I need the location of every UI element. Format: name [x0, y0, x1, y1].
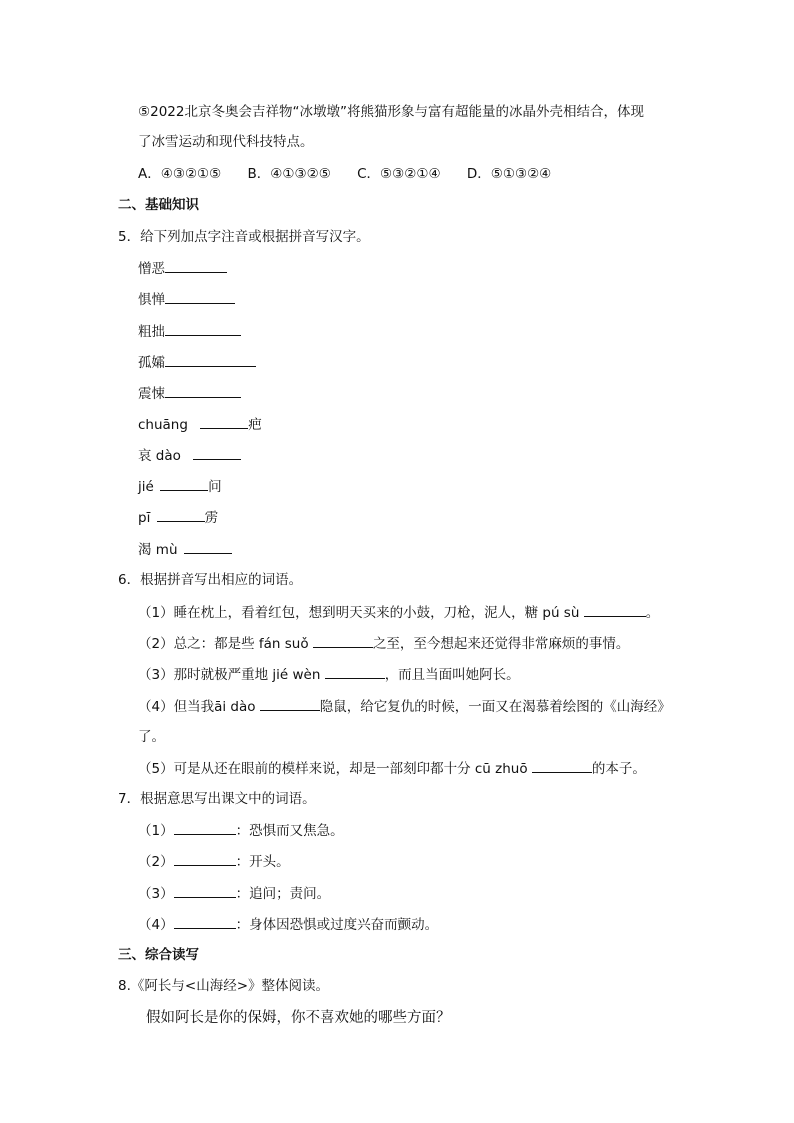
q6-sentence-5: [138, 758, 646, 779]
q5-item-8-suffix: 问: [208, 479, 222, 495]
section-title-reading-writing: 三、综合读写: [118, 947, 199, 963]
q5-item-2-word: 惧惮: [138, 292, 165, 308]
q4-item5-line2: 了冰雪运动和现代科技特点。: [138, 134, 314, 150]
q6-sentence-4-cont: 了。: [138, 729, 165, 745]
q5-item-9-blank[interactable]: [157, 507, 205, 522]
q6-s5-end: 的本子。: [591, 761, 646, 777]
q5-item-6-suffix: 疤: [248, 417, 262, 433]
q7-item-2-blank[interactable]: [174, 851, 236, 866]
q6-s5-text: （5）可是从还在眼前的模样来说，却是一部刻印都十分 cū zhuō: [138, 761, 532, 777]
q6-s5-blank[interactable]: [532, 758, 592, 773]
q7-item-1-blank[interactable]: [174, 820, 236, 835]
q6-s2-text: （2）总之：都是些 fán suǒ: [138, 636, 313, 652]
q7-item-2-num: （2）: [138, 854, 174, 870]
q6-s3-blank[interactable]: [325, 664, 385, 679]
q7-item-3-num: （3）: [138, 886, 174, 902]
q5-item-3-blank[interactable]: [165, 321, 241, 336]
q5-item-8: [138, 476, 222, 497]
q5-item-1: [138, 258, 227, 279]
q5-item-7-blank[interactable]: [193, 445, 241, 460]
q5-stem: 5．给下列加点字注音或根据拼音写汉字。: [118, 229, 370, 245]
q7-item-2: [138, 851, 290, 872]
q6-s2-blank[interactable]: [313, 633, 373, 648]
q5-item-8-blank[interactable]: [160, 476, 208, 491]
q7-item-4-def: ：身体因恐惧或过度兴奋而颤动。: [235, 917, 439, 933]
q4-item5-line1: ⑤2022北京冬奥会吉祥物“冰墩墩”将熊猫形象与富有超能量的冰晶外壳相结合，体现: [138, 104, 644, 120]
q7-item-1-num: （1）: [138, 823, 174, 839]
q6-s2-end: 之至，至今想起来还觉得非常麻烦的事情。: [372, 636, 630, 652]
q5-item-4-word: 孤孀: [138, 355, 165, 371]
q4-option-d[interactable]: D．⑤①③②④: [466, 166, 552, 182]
q4-option-a[interactable]: A．④③②①⑤: [138, 166, 222, 182]
q5-item-5-word: 震悚: [138, 386, 165, 402]
q6-s1-blank[interactable]: [584, 602, 646, 617]
q6-s3-text: （3）那时就极严重地 jié wèn: [138, 667, 325, 683]
q5-item-6-blank[interactable]: [200, 414, 248, 429]
q5-item-2-blank[interactable]: [165, 289, 235, 304]
q4-option-b[interactable]: B．④①③②⑤: [247, 166, 331, 182]
q8-subquestion: 假如阿长是你的保姆，你不喜欢她的哪些方面？: [146, 1010, 451, 1026]
q5-item-3-word: 粗拙: [138, 324, 165, 340]
q5-item-2: [138, 289, 235, 310]
q6-s3-end: ，而且当面叫她阿长。: [384, 667, 520, 683]
q8-stem: 8.《阿长与<山海经>》整体阅读。: [118, 978, 330, 994]
q7-item-4-blank[interactable]: [174, 914, 236, 929]
q5-item-4: [138, 352, 256, 373]
q4-option-c[interactable]: C．⑤③②①④: [357, 166, 441, 182]
q7-item-3-def: ：追问；责问。: [235, 886, 331, 902]
q6-sentence-1: [138, 602, 659, 623]
section-title-basic: 二、基础知识: [118, 197, 199, 213]
q6-sentence-4: [138, 696, 671, 717]
q5-item-5: [138, 383, 241, 404]
q7-item-4: [138, 914, 438, 935]
q5-item-3: [138, 321, 241, 342]
q6-s1-end: 。: [645, 605, 660, 621]
q6-s4-end: 隐鼠，给它复仇的时候，一面又在渴慕着绘图的《山海经》: [319, 699, 671, 715]
q7-item-4-num: （4）: [138, 917, 174, 933]
q5-item-6: [138, 414, 262, 435]
q6-stem: 6．根据拼音写出相应的词语。: [118, 572, 303, 588]
q7-item-1-def: ：恐惧而又焦急。: [235, 823, 344, 839]
q5-item-7: [138, 445, 241, 466]
q5-item-9-suffix: 雳: [204, 510, 219, 526]
q5-item-4-blank[interactable]: [165, 352, 256, 367]
q5-item-10-blank[interactable]: [184, 539, 232, 554]
q6-s1-text: （1）睡在枕上，看着红包，想到明天买来的小鼓，刀枪，泥人，糖 pú sù: [138, 605, 584, 621]
q5-item-7-pinyin: 哀 dào: [138, 448, 181, 464]
q6-s4-text: （4）但当我āi dào: [138, 699, 260, 715]
q5-item-10: [138, 539, 232, 560]
q6-s4-blank[interactable]: [260, 696, 320, 711]
q7-item-3-blank[interactable]: [174, 883, 236, 898]
q6-sentence-2: [138, 633, 629, 654]
q5-item-9-pinyin: pī: [138, 510, 151, 526]
q5-item-10-pinyin: 渴 mù: [138, 542, 178, 558]
q5-item-1-blank[interactable]: [165, 258, 227, 273]
q5-item-6-pinyin: chuāng: [138, 417, 188, 433]
q7-item-2-def: ：开头。: [235, 854, 290, 870]
q5-item-1-word: 憎恶: [138, 261, 165, 277]
q5-item-9: [138, 507, 218, 528]
q4-options: [138, 164, 573, 184]
q6-sentence-3: [138, 664, 520, 685]
q7-item-3: [138, 883, 330, 904]
q5-item-5-blank[interactable]: [165, 383, 241, 398]
q7-item-1: [138, 820, 344, 841]
q5-item-8-pinyin: jié: [138, 479, 154, 495]
q7-stem: 7．根据意思写出课文中的词语。: [118, 791, 316, 807]
